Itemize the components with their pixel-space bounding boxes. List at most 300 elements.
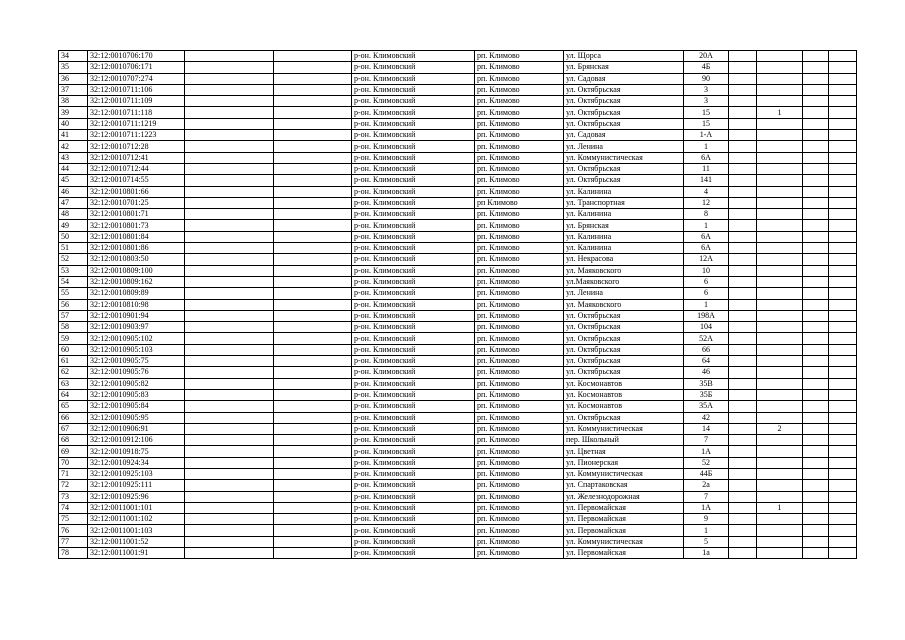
empty-cell [803,163,829,174]
cadastral-number-cell: 32:12:0011001:101 [88,502,185,513]
street-cell: ул. Октябрьская [564,175,684,186]
cadastral-number-cell: 32:12:0010714:55 [88,175,185,186]
cadastral-number-cell: 32:12:0010711:106 [88,84,185,95]
cadastral-number-cell: 32:12:0010706:171 [88,62,185,73]
district-cell: р-он. Климовский [352,254,475,265]
apartment-cell [757,480,803,491]
empty-cell [729,73,757,84]
house-number-cell: 15 [684,118,729,129]
house-number-cell: 35А [684,401,729,412]
table-row [59,491,857,502]
apartment-cell [757,514,803,525]
cadastral-number-cell: 32:12:0010918:75 [88,446,185,457]
empty-cell [274,491,352,502]
cadastral-number-cell: 32:12:0010901:94 [88,310,185,321]
empty-cell [274,141,352,152]
street-cell: ул. Коммунистическая [564,152,684,163]
cadastral-number-cell: 32:12:0010903:97 [88,322,185,333]
table-row [59,152,857,163]
empty-cell [729,378,757,389]
settlement-cell: рп. Климово [475,299,564,310]
settlement-cell: рп. Климово [475,401,564,412]
empty-cell [274,288,352,299]
table-row [59,130,857,141]
apartment-cell [757,163,803,174]
row-number-cell: 42 [59,141,88,152]
house-number-cell: 1 [684,525,729,536]
empty-cell [274,525,352,536]
house-number-cell: 3 [684,96,729,107]
property-register-table [58,50,857,559]
house-number-cell: 52 [684,457,729,468]
empty-cell [274,254,352,265]
table-row [59,435,857,446]
cadastral-number-cell: 32:12:0010925:111 [88,480,185,491]
empty-cell [729,175,757,186]
street-cell: пер. Школьный [564,435,684,446]
apartment-cell [757,412,803,423]
cadastral-number-cell: 32:12:0010712:44 [88,163,185,174]
empty-cell [829,491,857,502]
row-number-cell: 60 [59,344,88,355]
empty-cell [274,514,352,525]
settlement-cell: рп. Климово [475,536,564,547]
house-number-cell: 104 [684,322,729,333]
street-cell: ул.Маяковского [564,276,684,287]
house-number-cell: 141 [684,175,729,186]
district-cell: р-он. Климовский [352,243,475,254]
house-number-cell: 4Б [684,62,729,73]
empty-cell [274,412,352,423]
table-row [59,62,857,73]
house-number-cell: 11 [684,163,729,174]
district-cell: р-он. Климовский [352,480,475,491]
district-cell: р-он. Климовский [352,175,475,186]
empty-cell [803,118,829,129]
settlement-cell: рп. Климово [475,525,564,536]
empty-cell [729,276,757,287]
empty-cell [185,514,274,525]
table-row [59,401,857,412]
empty-cell [829,84,857,95]
district-cell: р-он. Климовский [352,514,475,525]
table-row [59,51,857,62]
table-row [59,514,857,525]
house-number-cell: 64 [684,356,729,367]
empty-cell [185,96,274,107]
apartment-cell [757,435,803,446]
district-cell: р-он. Климовский [352,435,475,446]
house-number-cell: 90 [684,73,729,84]
table-body [59,51,857,559]
empty-cell [829,378,857,389]
house-number-cell: 1-А [684,130,729,141]
district-cell: р-он. Климовский [352,231,475,242]
house-number-cell: 52А [684,333,729,344]
empty-cell [274,435,352,446]
street-cell: ул. Коммунистическая [564,423,684,434]
cadastral-number-cell: 32:12:0010925:96 [88,491,185,502]
empty-cell [729,367,757,378]
cadastral-number-cell: 32:12:0010712:41 [88,152,185,163]
settlement-cell: рп. Климово [475,84,564,95]
street-cell: ул. Ленина [564,288,684,299]
house-number-cell: 1а [684,548,729,559]
table-row [59,254,857,265]
empty-cell [829,243,857,254]
street-cell: ул. Маяковского [564,299,684,310]
empty-cell [829,412,857,423]
district-cell: р-он. Климовский [352,536,475,547]
empty-cell [803,435,829,446]
empty-cell [274,356,352,367]
empty-cell [185,525,274,536]
empty-cell [274,457,352,468]
apartment-cell [757,457,803,468]
empty-cell [829,175,857,186]
house-number-cell: 7 [684,491,729,502]
table-row [59,84,857,95]
empty-cell [185,107,274,118]
row-number-cell: 52 [59,254,88,265]
empty-cell [803,491,829,502]
empty-cell [185,344,274,355]
empty-cell [185,220,274,231]
empty-cell [274,197,352,208]
cadastral-number-cell: 32:12:0010801:86 [88,243,185,254]
district-cell: р-он. Климовский [352,152,475,163]
empty-cell [829,73,857,84]
empty-cell [274,310,352,321]
empty-cell [185,412,274,423]
empty-cell [803,73,829,84]
empty-cell [729,186,757,197]
table-row [59,73,857,84]
empty-cell [185,254,274,265]
house-number-cell: 66 [684,344,729,355]
table-row [59,322,857,333]
street-cell: ул. Октябрьская [564,344,684,355]
empty-cell [185,389,274,400]
apartment-cell [757,231,803,242]
empty-cell [185,435,274,446]
district-cell: р-он. Климовский [352,130,475,141]
empty-cell [803,333,829,344]
empty-cell [729,118,757,129]
street-cell: ул. Первомайская [564,525,684,536]
row-number-cell: 51 [59,243,88,254]
house-number-cell: 6А [684,231,729,242]
house-number-cell: 15 [684,107,729,118]
cadastral-number-cell: 32:12:0010912:106 [88,435,185,446]
empty-cell [274,378,352,389]
row-number-cell: 64 [59,389,88,400]
empty-cell [729,491,757,502]
empty-cell [829,322,857,333]
settlement-cell: рп. Климово [475,107,564,118]
district-cell: р-он. Климовский [352,367,475,378]
row-number-cell: 72 [59,480,88,491]
empty-cell [829,344,857,355]
house-number-cell: 1 [684,141,729,152]
empty-cell [274,423,352,434]
empty-cell [729,107,757,118]
apartment-cell [757,356,803,367]
apartment-cell [757,333,803,344]
empty-cell [729,152,757,163]
cadastral-number-cell: 32:12:0010801:84 [88,231,185,242]
street-cell: ул. Транспортная [564,197,684,208]
row-number-cell: 71 [59,468,88,479]
row-number-cell: 38 [59,96,88,107]
settlement-cell: рп. Климово [475,288,564,299]
table-row [59,468,857,479]
empty-cell [185,288,274,299]
empty-cell [274,446,352,457]
empty-cell [803,356,829,367]
street-cell: ул. Садовая [564,73,684,84]
settlement-cell: рп. Климово [475,333,564,344]
empty-cell [829,265,857,276]
empty-cell [803,378,829,389]
empty-cell [803,220,829,231]
empty-cell [803,446,829,457]
row-number-cell: 46 [59,186,88,197]
empty-cell [829,276,857,287]
cadastral-number-cell: 32:12:0010924:34 [88,457,185,468]
empty-cell [729,197,757,208]
empty-cell [803,186,829,197]
empty-cell [803,423,829,434]
table-row [59,536,857,547]
empty-cell [729,84,757,95]
empty-cell [185,310,274,321]
settlement-cell: рп. Климово [475,344,564,355]
row-number-cell: 58 [59,322,88,333]
house-number-cell: 35В [684,378,729,389]
settlement-cell: рп. Климово [475,423,564,434]
district-cell: р-он. Климовский [352,412,475,423]
empty-cell [829,209,857,220]
settlement-cell: рп. Климово [475,446,564,457]
table-row [59,231,857,242]
apartment-cell [757,401,803,412]
cadastral-number-cell: 32:12:0010801:73 [88,220,185,231]
empty-cell [829,435,857,446]
table-row [59,163,857,174]
settlement-cell: рп. Климово [475,96,564,107]
empty-cell [803,141,829,152]
apartment-cell [757,548,803,559]
street-cell: ул. Пионерская [564,457,684,468]
apartment-cell [757,265,803,276]
empty-cell [185,73,274,84]
cadastral-number-cell: 32:12:0011001:91 [88,548,185,559]
empty-cell [829,231,857,242]
house-number-cell: 6А [684,152,729,163]
row-number-cell: 47 [59,197,88,208]
empty-cell [185,265,274,276]
empty-cell [274,186,352,197]
settlement-cell: рп. Климово [475,322,564,333]
empty-cell [829,423,857,434]
empty-cell [829,367,857,378]
apartment-cell: 2 [757,423,803,434]
apartment-cell [757,73,803,84]
cadastral-number-cell: 32:12:0010809:162 [88,276,185,287]
cadastral-number-cell: 32:12:0010905:83 [88,389,185,400]
street-cell: ул. Первомайская [564,514,684,525]
table-row [59,288,857,299]
empty-cell [803,457,829,468]
district-cell: р-он. Климовский [352,197,475,208]
empty-cell [829,536,857,547]
row-number-cell: 45 [59,175,88,186]
empty-cell [274,163,352,174]
empty-cell [729,457,757,468]
row-number-cell: 70 [59,457,88,468]
empty-cell [729,435,757,446]
empty-cell [829,333,857,344]
empty-cell [185,548,274,559]
street-cell: ул. Брянская [564,62,684,73]
empty-cell [829,141,857,152]
settlement-cell: рп. Климово [475,231,564,242]
empty-cell [829,502,857,513]
row-number-cell: 66 [59,412,88,423]
row-number-cell: 37 [59,84,88,95]
empty-cell [803,175,829,186]
empty-cell [803,62,829,73]
settlement-cell: рп. Климово [475,310,564,321]
apartment-cell [757,254,803,265]
row-number-cell: 63 [59,378,88,389]
table-row [59,197,857,208]
street-cell: ул. Космонавтов [564,389,684,400]
empty-cell [274,220,352,231]
cadastral-number-cell: 32:12:0010810:98 [88,299,185,310]
apartment-cell [757,299,803,310]
apartment-cell [757,525,803,536]
row-number-cell: 65 [59,401,88,412]
empty-cell [274,51,352,62]
settlement-cell: рп. Климово [475,51,564,62]
district-cell: р-он. Климовский [352,96,475,107]
settlement-cell: рп. Климово [475,412,564,423]
apartment-cell [757,96,803,107]
empty-cell [729,51,757,62]
apartment-cell [757,389,803,400]
empty-cell [803,514,829,525]
empty-cell [185,209,274,220]
row-number-cell: 77 [59,536,88,547]
street-cell: ул. Октябрьская [564,367,684,378]
cadastral-number-cell: 32:12:0010701:25 [88,197,185,208]
empty-cell [185,367,274,378]
empty-cell [829,118,857,129]
row-number-cell: 61 [59,356,88,367]
empty-cell [185,152,274,163]
empty-cell [185,502,274,513]
empty-cell [274,322,352,333]
cadastral-number-cell: 32:12:0010905:102 [88,333,185,344]
apartment-cell [757,491,803,502]
empty-cell [185,186,274,197]
street-cell: ул. Октябрьская [564,412,684,423]
empty-cell [274,344,352,355]
street-cell: ул. Щорса [564,51,684,62]
empty-cell [274,243,352,254]
empty-cell [829,310,857,321]
empty-cell [729,344,757,355]
settlement-cell: рп. Климово [475,514,564,525]
table-row [59,446,857,457]
settlement-cell: рп. Климово [475,378,564,389]
street-cell: ул. Космонавтов [564,378,684,389]
house-number-cell: 42 [684,412,729,423]
table-row [59,276,857,287]
empty-cell [729,130,757,141]
house-number-cell: 198А [684,310,729,321]
empty-cell [274,96,352,107]
row-number-cell: 53 [59,265,88,276]
street-cell: ул. Железнодорожная [564,491,684,502]
cadastral-number-cell: 32:12:0010905:76 [88,367,185,378]
empty-cell [274,480,352,491]
empty-cell [185,231,274,242]
row-number-cell: 40 [59,118,88,129]
district-cell: р-он. Климовский [352,401,475,412]
empty-cell [274,502,352,513]
cadastral-number-cell: 32:12:0010706:170 [88,51,185,62]
empty-cell [185,51,274,62]
empty-cell [803,367,829,378]
empty-cell [274,468,352,479]
empty-cell [729,243,757,254]
apartment-cell [757,209,803,220]
empty-cell [729,141,757,152]
district-cell: р-он. Климовский [352,491,475,502]
empty-cell [829,457,857,468]
cadastral-number-cell: 32:12:0010801:71 [88,209,185,220]
row-number-cell: 48 [59,209,88,220]
table-row [59,367,857,378]
street-cell: ул. Брянская [564,220,684,231]
empty-cell [185,468,274,479]
cadastral-number-cell: 32:12:0010809:100 [88,265,185,276]
apartment-cell [757,84,803,95]
table-row [59,220,857,231]
house-number-cell: 1А [684,502,729,513]
empty-cell [829,525,857,536]
street-cell: ул. Коммунистическая [564,536,684,547]
apartment-cell [757,152,803,163]
table-row [59,389,857,400]
house-number-cell: 9 [684,514,729,525]
empty-cell [729,310,757,321]
empty-cell [185,401,274,412]
street-cell: ул. Космонавтов [564,401,684,412]
house-number-cell: 6А [684,243,729,254]
house-number-cell: 2а [684,480,729,491]
district-cell: р-он. Климовский [352,288,475,299]
cadastral-number-cell: 32:12:0011001:52 [88,536,185,547]
district-cell: р-он. Климовский [352,118,475,129]
table-row [59,525,857,536]
apartment-cell [757,536,803,547]
district-cell: р-он. Климовский [352,502,475,513]
empty-cell [803,231,829,242]
